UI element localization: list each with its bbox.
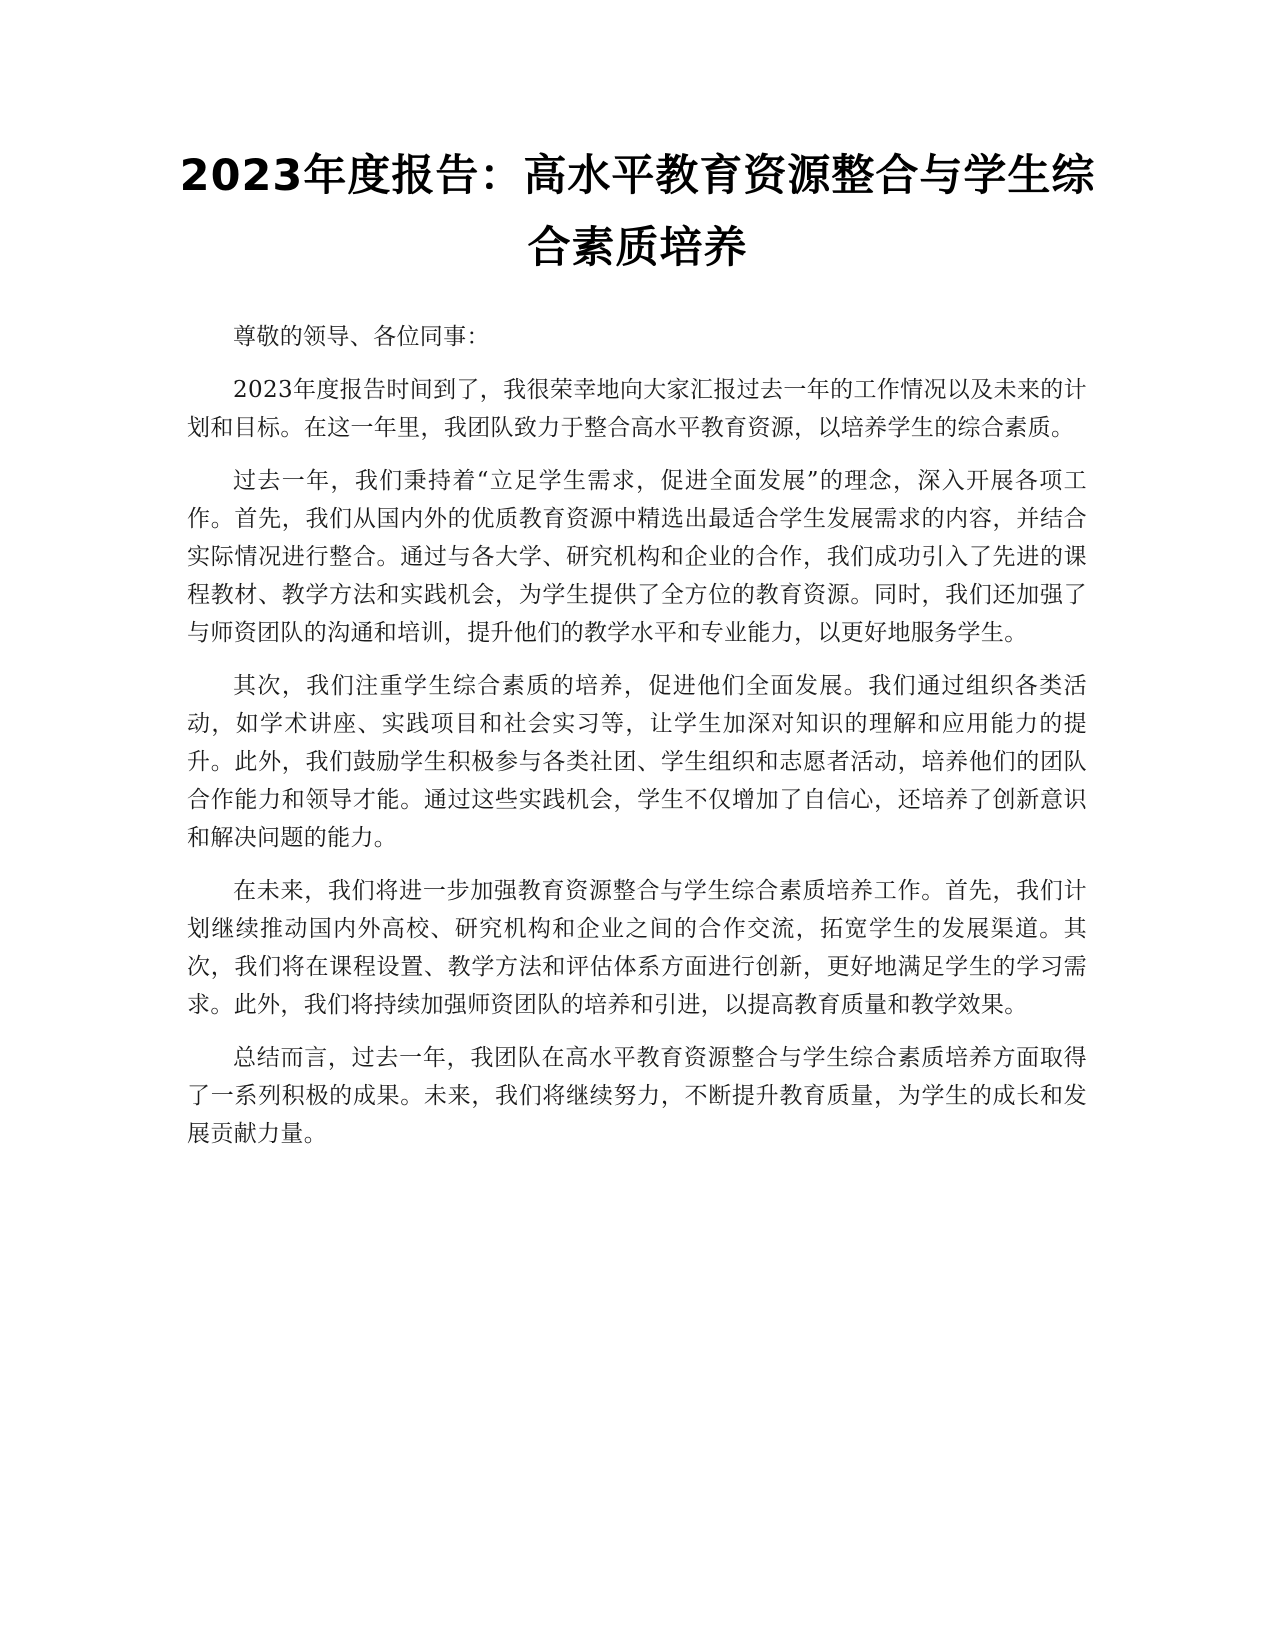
paragraph-future-plans: 在未来，我们将进一步加强教育资源整合与学生综合素质培养工作。首先，我们计划继续推动国内外高校、研究机构和企业之间的合作交流，拓宽学生的发展渠道。其次，我们将在课程设置、教学方法和评估体系方面进行创新，更好地满足学生的学习需求。此外，我们将持续加强师资团队的培养和引进，以提高教育质量和教学效果。 [187,878,1087,1018]
salutation: 尊敬的领导、各位同事： [233,324,490,350]
paragraph-intro: 2023年度报告时间到了，我很荣幸地向大家汇报过去一年的工作情况以及未来的计划和目标。在这一年里，我团队致力于整合高水平教育资源，以培养学生的综合素质。 [187,377,1087,441]
paragraph-past-year: 过去一年，我们秉持着“立足学生需求，促进全面发展”的理念，深入开展各项工作。首先，我们从国内外的优质教育资源中精选出最适合学生发展需求的内容，并结合实际情况进行整合。通过与各大学、研究机构和企业的合作，我们成功引入了先进的课程教材、教学方法和实践机会，为学生提供了全方位的教育资源。同时，我们还加强了与师资团队的沟通和培训，提升他们的教学水平和专业能力，以更好地服务学生。 [187,468,1087,646]
paragraph-summary: 总结而言，过去一年，我团队在高水平教育资源整合与学生综合素质培养方面取得了一系列积极的成果。未来，我们将继续努力，不断提升教育质量，为学生的成长和发展贡献力量。 [187,1045,1087,1147]
document-body [187,318,1087,1168]
document-title: 2023年度报告：高水平教育资源整合与学生综合素质培养 [179,151,1096,273]
paragraph-student-quality: 其次，我们注重学生综合素质的培养，促进他们全面发展。我们通过组织各类活动，如学术讲座、实践项目和社会实习等，让学生加深对知识的理解和应用能力的提升。此外，我们鼓励学生积极参与各类社团、学生组织和志愿者活动，培养他们的团队合作能力和领导才能。通过这些实践机会，学生不仅增加了自信心，还培养了创新意识和解决问题的能力。 [187,673,1087,851]
